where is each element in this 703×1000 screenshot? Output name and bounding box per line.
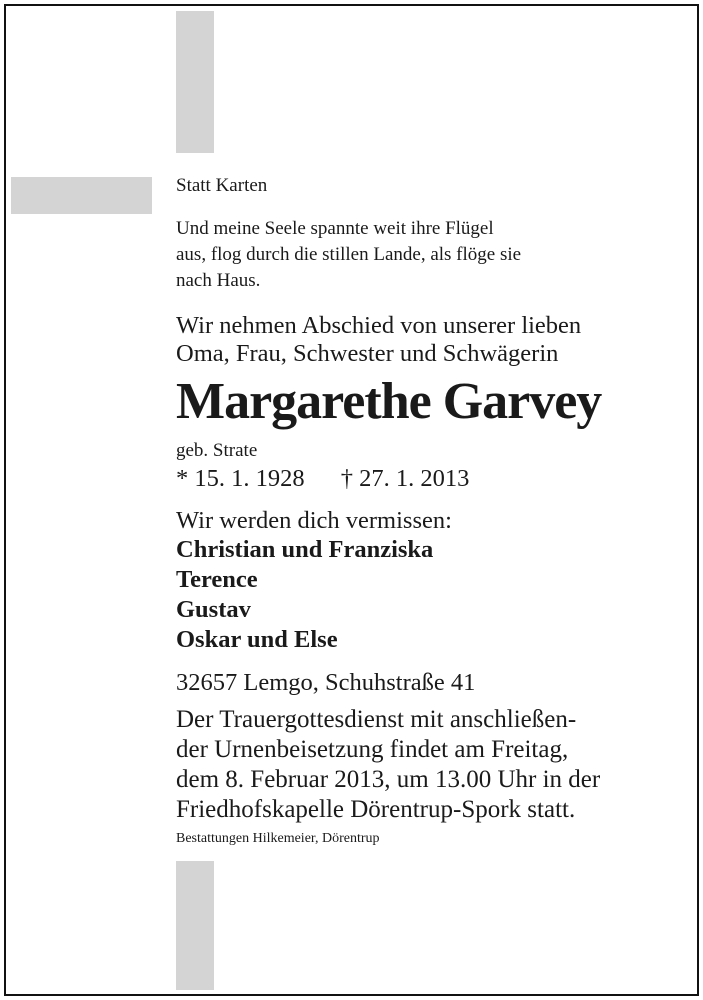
family-address: 32657 Lemgo, Schuhstraße 41 xyxy=(176,669,476,696)
service-line-1: Der Trauergottesdienst mit anschließen- xyxy=(176,706,577,733)
intro-line-2: Oma, Frau, Schwester und Schwägerin xyxy=(176,340,559,367)
birth-date: * 15. 1. 1928 xyxy=(176,465,305,492)
deceased-name: Margarethe Garvey xyxy=(176,373,602,430)
poem-line-3: nach Haus. xyxy=(176,270,261,291)
service-line-2: der Urnenbeisetzung findet am Freitag, xyxy=(176,736,569,763)
cross-upper-beam xyxy=(176,11,214,153)
life-dates xyxy=(176,464,469,493)
mourner-4: Oskar und Else xyxy=(176,626,338,653)
mourners-intro: Wir werden dich vermissen: xyxy=(176,507,452,534)
poem-line-2: aus, flog durch die stillen Lande, als flöge sie xyxy=(176,244,522,265)
cross-lower-beam xyxy=(176,861,214,990)
cross-horizontal-beam xyxy=(11,177,152,214)
mourner-1: Christian und Franziska xyxy=(176,536,434,563)
death-date: † 27. 1. 2013 xyxy=(340,465,470,492)
mourner-3: Gustav xyxy=(176,596,251,623)
undertaker: Bestattungen Hilkemeier, Dörentrup xyxy=(176,831,380,846)
maiden-name: geb. Strate xyxy=(176,440,258,461)
poem-line-1: Und meine Seele spannte weit ihre Flügel xyxy=(176,218,494,239)
header-statt-karten: Statt Karten xyxy=(176,175,268,196)
service-line-3: dem 8. Februar 2013, um 13.00 Uhr in der xyxy=(176,766,601,793)
intro-line-1: Wir nehmen Abschied von unserer lieben xyxy=(176,312,582,339)
service-line-4: Friedhofskapelle Dörentrup-Spork statt. xyxy=(176,796,576,823)
mourner-2: Terence xyxy=(176,566,258,593)
